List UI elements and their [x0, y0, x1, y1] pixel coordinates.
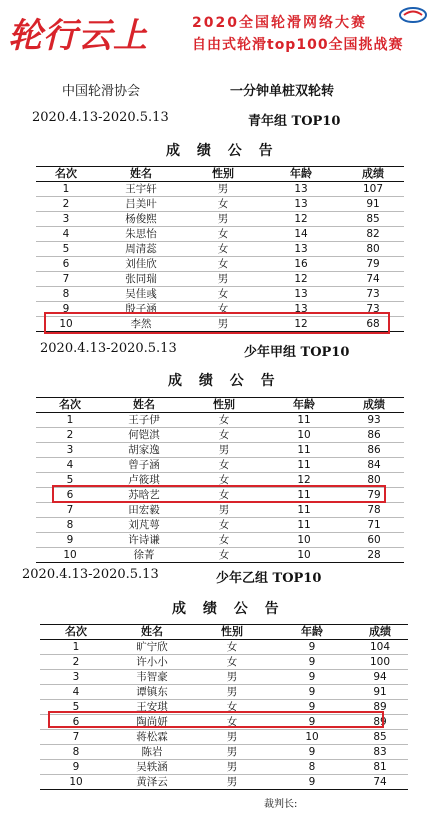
name-cell: 谭镇东: [136, 686, 168, 698]
name-cell: 陈岩: [141, 746, 163, 758]
rank-cell: 1: [72, 641, 80, 653]
table-row: [36, 413, 404, 428]
rank-cell: 5: [62, 243, 70, 255]
table-row: [36, 548, 404, 563]
name-cell: 卢筱琪: [128, 474, 160, 486]
rank-cell: 2: [62, 198, 70, 210]
col-rank: 名次: [59, 398, 81, 411]
age-cell: 8: [308, 761, 316, 773]
rank-cell: 7: [72, 731, 80, 743]
event-name: 一分钟单桩双轮转: [230, 84, 335, 99]
gender-cell: 女: [218, 459, 230, 471]
name-cell: 田宏毅: [128, 504, 160, 516]
age-cell: 13: [294, 303, 308, 315]
score-cell: 74: [366, 273, 380, 285]
highlight-box-1: [44, 312, 390, 334]
table-row: [40, 685, 408, 700]
col-score: 成绩: [362, 167, 384, 180]
score-cell: 60: [367, 534, 381, 546]
table-row: [40, 745, 408, 760]
name-cell: 黄泽云: [136, 776, 168, 788]
gender-cell: 男: [217, 318, 229, 330]
gender-cell: 男: [226, 731, 238, 743]
rank-cell: 9: [72, 761, 80, 773]
table-row: [36, 443, 404, 458]
age-cell: 11: [297, 444, 311, 456]
score-cell: 104: [369, 641, 391, 653]
age-cell: 10: [297, 549, 311, 561]
age-cell: 14: [294, 228, 308, 240]
col-gender: 性别: [213, 398, 235, 411]
name-cell: 何铠淇: [128, 429, 160, 441]
table-body: [36, 182, 404, 332]
gender-cell: 女: [218, 489, 230, 501]
table-row: [36, 503, 404, 518]
age-cell: 13: [294, 183, 308, 195]
banner: [0, 0, 440, 60]
score-cell: 100: [369, 656, 391, 668]
name-cell: 曾子涵: [128, 459, 160, 471]
banner-line-2: 自由式轮滑top100全国挑战赛: [192, 37, 404, 53]
rank-cell: 9: [66, 534, 74, 546]
score-cell: 86: [367, 429, 381, 441]
rank-cell: 3: [62, 213, 70, 225]
table-row: [40, 670, 408, 685]
age-cell: 12: [294, 273, 308, 285]
score-cell: 107: [362, 183, 384, 195]
gender-cell: 女: [217, 288, 229, 300]
table-row: [40, 730, 408, 745]
group-title-3: 少年乙组 TOP10: [216, 571, 322, 586]
gender-cell: 男: [217, 273, 229, 285]
score-cell: 79: [366, 258, 380, 270]
table-row: [36, 428, 404, 443]
rank-cell: 10: [59, 318, 73, 330]
name-cell: 李然: [130, 318, 152, 330]
score-cell: 93: [367, 414, 381, 426]
date-range-2: 2020.4.13-2020.5.13: [40, 341, 177, 356]
rank-cell: 2: [72, 656, 80, 668]
name-cell: 刘佳欣: [125, 258, 157, 270]
gender-cell: 男: [226, 686, 238, 698]
rank-cell: 7: [62, 273, 70, 285]
name-cell: 殷子涵: [125, 303, 157, 315]
rank-cell: 4: [72, 686, 80, 698]
results-table-youth: [36, 166, 404, 332]
name-cell: 陶尚妍: [136, 716, 168, 728]
age-cell: 16: [294, 258, 308, 270]
rank-cell: 5: [66, 474, 74, 486]
age-cell: 9: [308, 641, 316, 653]
gender-cell: 女: [218, 429, 230, 441]
name-cell: 胡家逸: [128, 444, 160, 456]
table-row: [36, 518, 404, 533]
gender-cell: 女: [217, 198, 229, 210]
score-cell: 89: [373, 716, 387, 728]
gender-cell: 男: [217, 183, 229, 195]
rank-cell: 3: [72, 671, 80, 683]
rank-cell: 1: [62, 183, 70, 195]
brand-title: 轮行云上: [8, 16, 148, 56]
gender-cell: 男: [218, 444, 230, 456]
table-row: [36, 287, 404, 302]
group-title-1: 青年组 TOP10: [248, 114, 341, 129]
name-cell: 吴佳彧: [125, 288, 157, 300]
rank-cell: 6: [62, 258, 70, 270]
gender-cell: 女: [217, 303, 229, 315]
name-cell: 吕美叶: [125, 198, 157, 210]
age-cell: 13: [294, 198, 308, 210]
col-rank: 名次: [55, 167, 77, 180]
name-cell: 张同瑞: [125, 273, 157, 285]
age-cell: 11: [297, 459, 311, 471]
name-cell: 吴轶涵: [136, 761, 168, 773]
caption-1: 成 绩 公 告: [166, 143, 279, 159]
gender-cell: 女: [218, 549, 230, 561]
age-cell: 10: [297, 429, 311, 441]
rank-cell: 8: [66, 519, 74, 531]
age-cell: 9: [308, 701, 316, 713]
rank-cell: 7: [66, 504, 74, 516]
age-cell: 9: [308, 746, 316, 758]
score-cell: 94: [373, 671, 387, 683]
age-cell: 11: [297, 504, 311, 516]
table-row: [36, 533, 404, 548]
age-cell: 12: [297, 474, 311, 486]
rank-cell: 1: [66, 414, 74, 426]
table-row: [36, 212, 404, 227]
age-cell: 12: [294, 318, 308, 330]
gender-cell: 男: [217, 213, 229, 225]
score-cell: 82: [366, 228, 380, 240]
score-cell: 68: [366, 318, 380, 330]
table-header-row: [36, 167, 404, 182]
gender-cell: 女: [218, 534, 230, 546]
caption-2: 成 绩 公 告: [168, 373, 281, 389]
gender-cell: 女: [218, 414, 230, 426]
name-cell: 徐菁: [133, 549, 155, 561]
score-cell: 78: [367, 504, 381, 516]
table-row: [36, 227, 404, 242]
gender-cell: 女: [217, 258, 229, 270]
name-cell: 旷宁欣: [136, 641, 168, 653]
col-name: 姓名: [130, 167, 152, 180]
name-cell: 王宇轩: [125, 183, 157, 195]
highlight-box-2: [52, 485, 386, 503]
judge-signature-label: 裁判长:: [264, 799, 298, 810]
col-rank: 名次: [65, 625, 87, 638]
col-age: 年龄: [301, 625, 323, 638]
age-cell: 9: [308, 686, 316, 698]
score-cell: 91: [373, 686, 387, 698]
name-cell: 蒋松霖: [136, 731, 168, 743]
table-row: [36, 242, 404, 257]
score-cell: 80: [367, 474, 381, 486]
col-age: 年龄: [293, 398, 315, 411]
score-cell: 73: [366, 288, 380, 300]
date-range-1: 2020.4.13-2020.5.13: [32, 110, 169, 125]
gender-cell: 女: [226, 701, 238, 713]
table-row: [36, 257, 404, 272]
name-cell: 许诗谦: [128, 534, 160, 546]
gender-cell: 女: [217, 243, 229, 255]
gender-cell: 男: [226, 746, 238, 758]
age-cell: 12: [294, 213, 308, 225]
table-row: [36, 182, 404, 197]
score-cell: 83: [373, 746, 387, 758]
name-cell: 周清蕊: [125, 243, 157, 255]
rank-cell: 6: [72, 716, 80, 728]
rank-cell: 4: [66, 459, 74, 471]
score-cell: 81: [373, 761, 387, 773]
gender-cell: 男: [226, 776, 238, 788]
score-cell: 71: [367, 519, 381, 531]
table-header-row: [36, 398, 404, 413]
age-cell: 11: [297, 519, 311, 531]
col-score: 成绩: [363, 398, 385, 411]
org-name: 中国轮滑协会: [62, 84, 141, 99]
banner-line-1: 2020全国轮滑网络大赛: [192, 15, 367, 31]
name-cell: 韦智豪: [136, 671, 168, 683]
table-row: [40, 640, 408, 655]
highlight-box-3: [48, 711, 384, 728]
col-age: 年龄: [290, 167, 312, 180]
table-row: [40, 655, 408, 670]
col-gender: 性别: [221, 625, 243, 638]
rank-cell: 4: [62, 228, 70, 240]
table-row: [36, 458, 404, 473]
gender-cell: 女: [226, 641, 238, 653]
rank-cell: 10: [69, 776, 83, 788]
age-cell: 13: [294, 288, 308, 300]
score-cell: 85: [366, 213, 380, 225]
gender-cell: 女: [217, 228, 229, 240]
name-cell: 刘芃萼: [128, 519, 160, 531]
rank-cell: 3: [66, 444, 74, 456]
score-cell: 91: [366, 198, 380, 210]
rank-cell: 10: [63, 549, 77, 561]
name-cell: 苏晗艺: [128, 489, 160, 501]
rank-cell: 9: [62, 303, 70, 315]
name-cell: 杨俊熙: [125, 213, 157, 225]
age-cell: 11: [297, 414, 311, 426]
name-cell: 许小小: [136, 656, 168, 668]
score-cell: 84: [367, 459, 381, 471]
rank-cell: 6: [66, 489, 74, 501]
table-header-row: [40, 625, 408, 640]
results-table-junior-b: [40, 624, 408, 790]
col-gender: 性别: [212, 167, 234, 180]
gender-cell: 男: [218, 504, 230, 516]
score-cell: 28: [367, 549, 381, 561]
rank-cell: 8: [72, 746, 80, 758]
caption-3: 成 绩 公 告: [172, 601, 285, 617]
table-row: [40, 775, 408, 790]
group-title-2: 少年甲组 TOP10: [244, 345, 350, 360]
age-cell: 9: [308, 776, 316, 788]
score-cell: 80: [366, 243, 380, 255]
score-cell: 79: [367, 489, 381, 501]
table-row: [40, 760, 408, 775]
gender-cell: 女: [218, 519, 230, 531]
score-cell: 85: [373, 731, 387, 743]
age-cell: 13: [294, 243, 308, 255]
col-score: 成绩: [369, 625, 391, 638]
association-logo-icon: [398, 6, 428, 24]
age-cell: 9: [308, 656, 316, 668]
age-cell: 10: [297, 534, 311, 546]
col-name: 姓名: [133, 398, 155, 411]
table-row: [36, 197, 404, 212]
date-range-3: 2020.4.13-2020.5.13: [22, 567, 159, 582]
age-cell: 9: [308, 671, 316, 683]
score-cell: 86: [367, 444, 381, 456]
gender-cell: 女: [226, 656, 238, 668]
name-cell: 王子伊: [128, 414, 160, 426]
score-cell: 73: [366, 303, 380, 315]
rank-cell: 2: [66, 429, 74, 441]
age-cell: 9: [308, 716, 316, 728]
rank-cell: 5: [72, 701, 80, 713]
name-cell: 朱思怡: [125, 228, 157, 240]
gender-cell: 男: [226, 761, 238, 773]
col-name: 姓名: [141, 625, 163, 638]
gender-cell: 男: [226, 671, 238, 683]
gender-cell: 女: [226, 716, 238, 728]
score-cell: 74: [373, 776, 387, 788]
results-table-junior-a: [36, 397, 404, 563]
age-cell: 10: [305, 731, 319, 743]
age-cell: 11: [297, 489, 311, 501]
table-row: [36, 272, 404, 287]
gender-cell: 女: [218, 474, 230, 486]
rank-cell: 8: [62, 288, 70, 300]
score-cell: 89: [373, 701, 387, 713]
name-cell: 王安琪: [136, 701, 168, 713]
